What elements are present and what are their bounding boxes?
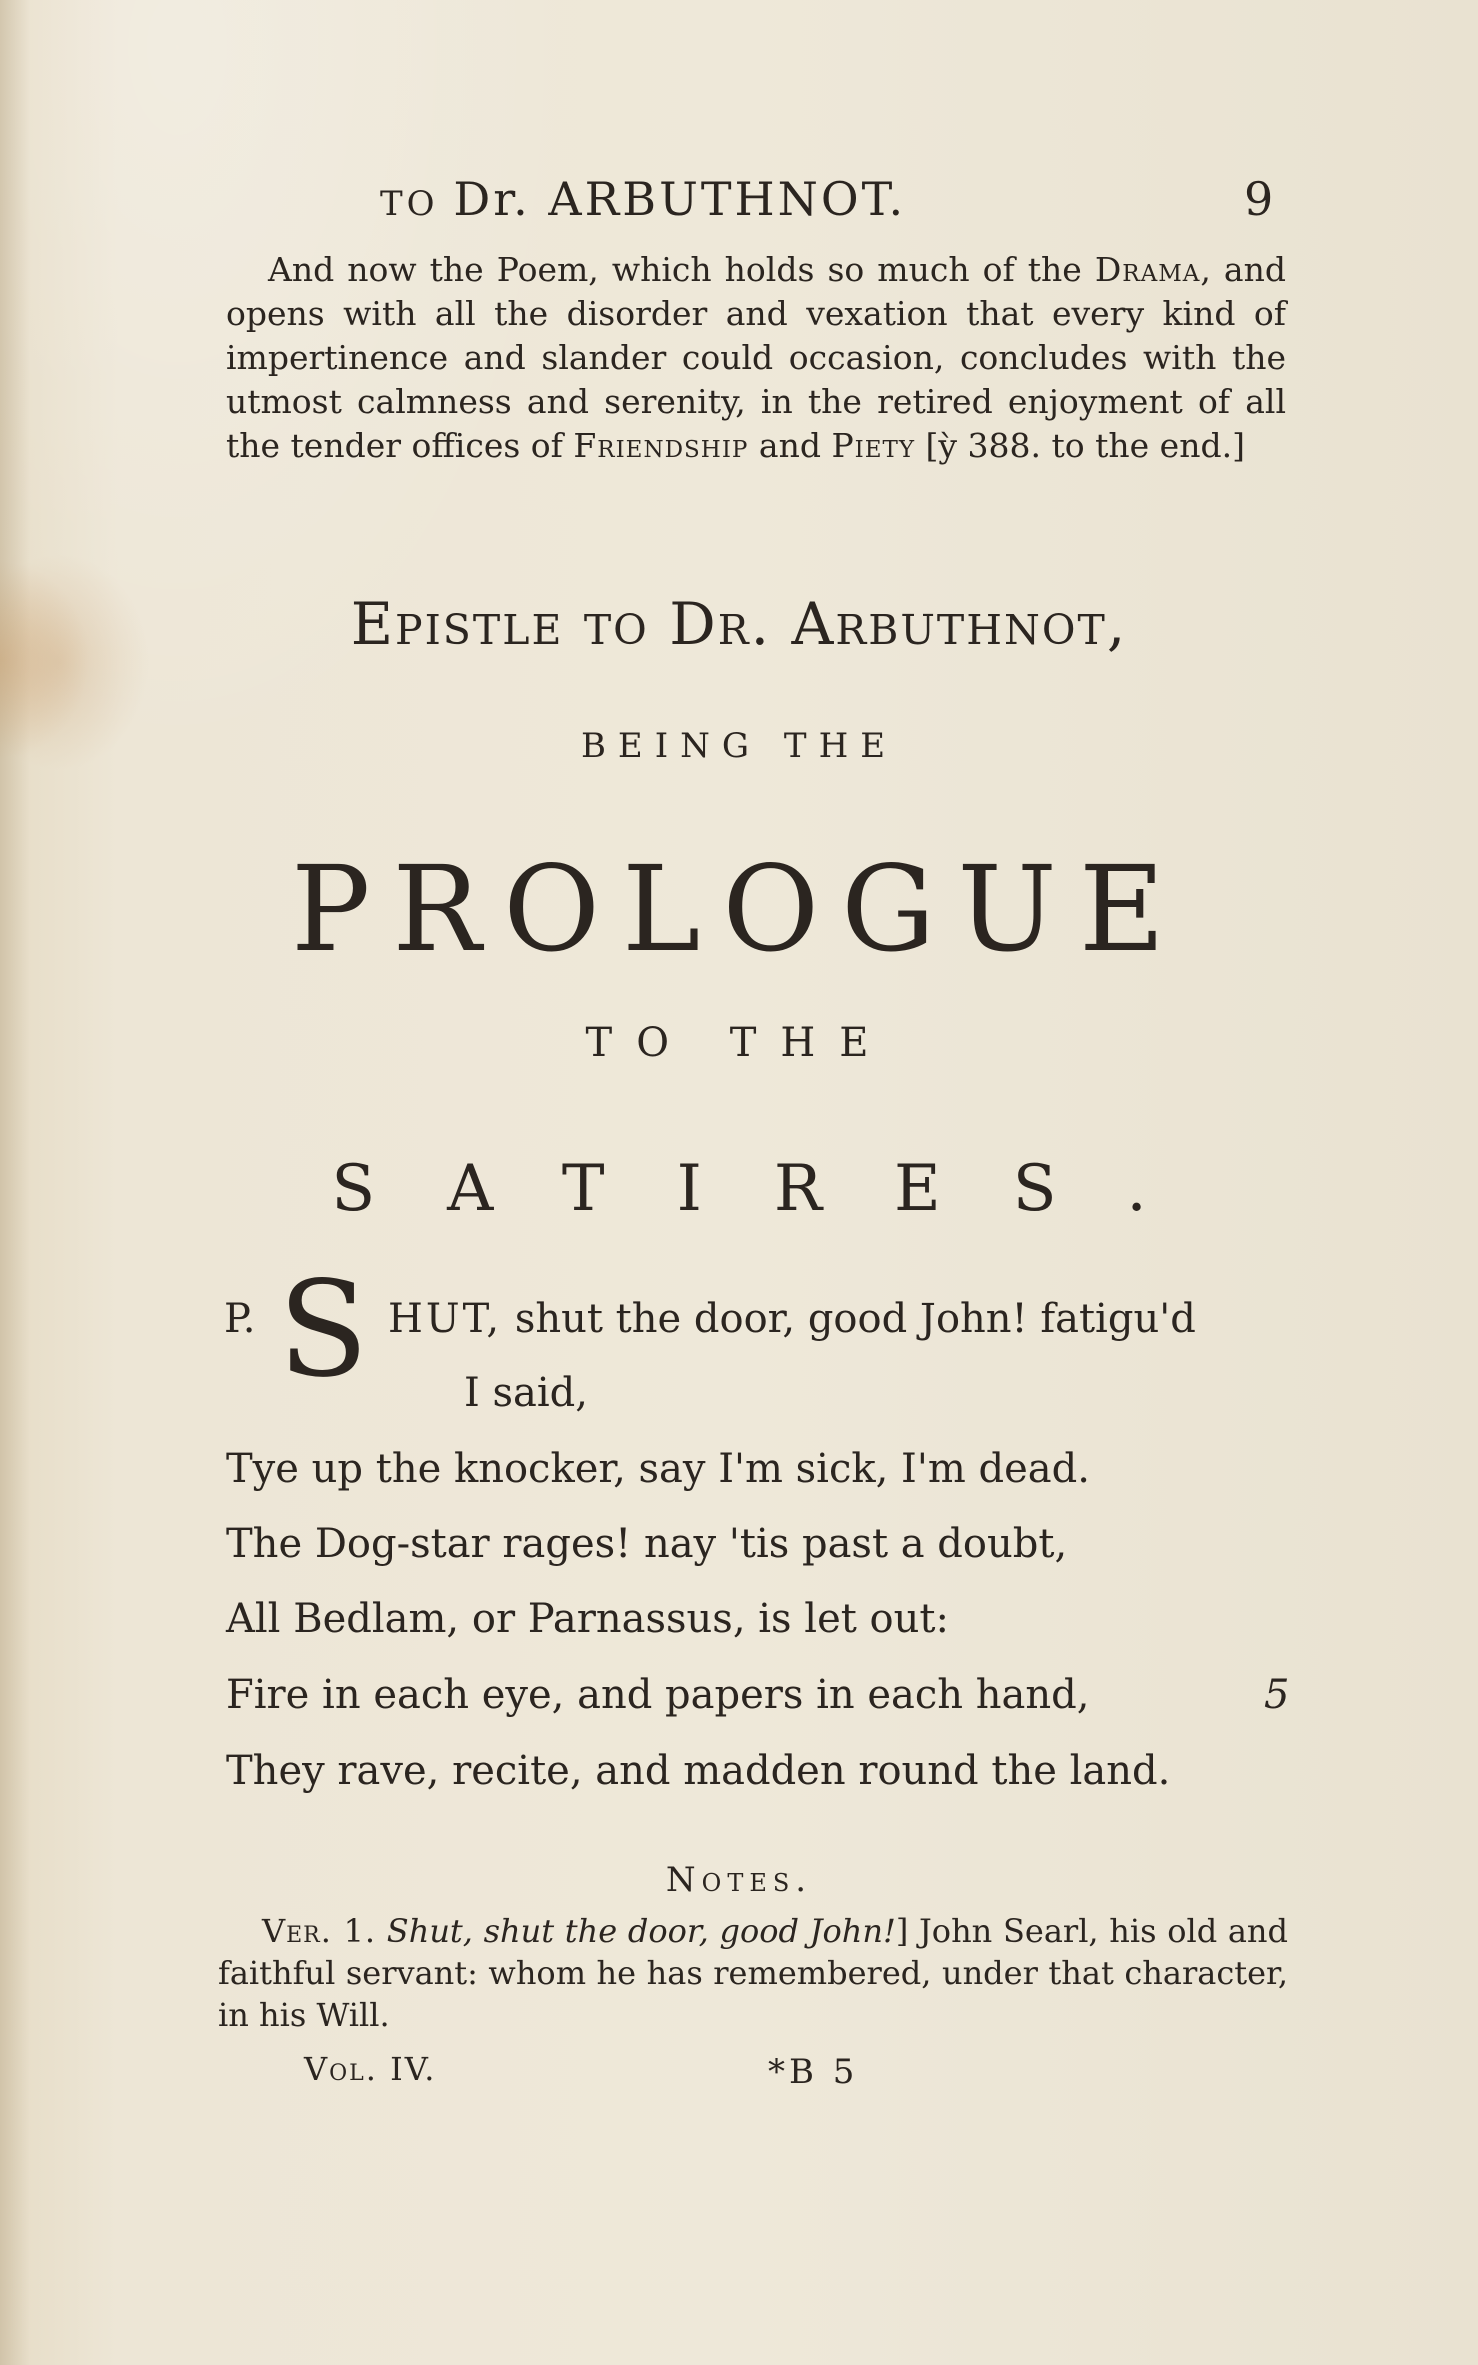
running-head-title: Dr. ARBUTHNOT. — [453, 172, 907, 226]
title-prologue: PROLOGUE — [291, 840, 1187, 978]
argument-drama: Drama — [1094, 250, 1201, 289]
page-number: 9 — [1244, 172, 1274, 226]
verse-line: They rave, recite, and madden round the land. — [226, 1748, 1171, 1794]
verse-line: The Dog-star rages! nay 'tis past a doubt, — [226, 1521, 1068, 1567]
argument-text-2: , and opens with all the disorder and vexation that every kind of impertinence and slander could occasion, concludes with the utmost calmness and serenity, in the retired enjoyment of all the tender offices of — [226, 250, 1286, 465]
verse-line-number: 5 — [1264, 1672, 1290, 1718]
verse-line-1-rest: shut the door, good John! fatigu'd — [502, 1296, 1196, 1342]
title-satires: SATIRES. — [331, 1152, 1219, 1226]
drop-cap: S — [278, 1253, 369, 1407]
argument-text-3: [ỳ 388. to the end.] — [915, 426, 1245, 465]
argument-piety: Piety — [831, 426, 916, 465]
verse-line-1-continued: I said, — [464, 1370, 589, 1416]
footer-volume: Vol. IV. — [304, 2050, 437, 2088]
argument-text-1: And now the Poem, which holds so much of the — [268, 250, 1095, 289]
verse-line: Tye up the knocker, say I'm sick, I'm dead. — [226, 1446, 1090, 1492]
note-body — [218, 1910, 1288, 2036]
note-ref: Ver. 1. — [262, 1912, 377, 1950]
verse-line-1-caps: HUT, — [388, 1296, 503, 1342]
note-text: ] John Searl, his old and faithful servant: whom he has remembered, under that character, in his Will. — [218, 1912, 1289, 2034]
argument-paragraph — [226, 248, 1286, 468]
verse-line: Fire in each eye, and papers in each hand, — [226, 1672, 1090, 1718]
note-quote: Shut, shut the door, good John! — [386, 1912, 896, 1950]
running-head — [380, 172, 1260, 226]
verse-line: All Bedlam, or Parnassus, is let out: — [226, 1596, 949, 1642]
argument-friendship: Friendship — [573, 426, 749, 465]
verse-line-1 — [388, 1296, 1196, 1342]
notes-heading: Notes. — [665, 1860, 813, 1900]
title-being-the: BEING THE — [580, 726, 898, 766]
footer-signature: *B 5 — [768, 2052, 859, 2092]
title-to-the: TO THE — [585, 1020, 893, 1066]
running-head-prefix: TO — [380, 184, 454, 224]
verse-speaker: P. — [224, 1296, 256, 1342]
title-epistle: Epistle to Dr. Arbuthnot, — [350, 590, 1128, 658]
argument-and: and — [748, 426, 832, 465]
